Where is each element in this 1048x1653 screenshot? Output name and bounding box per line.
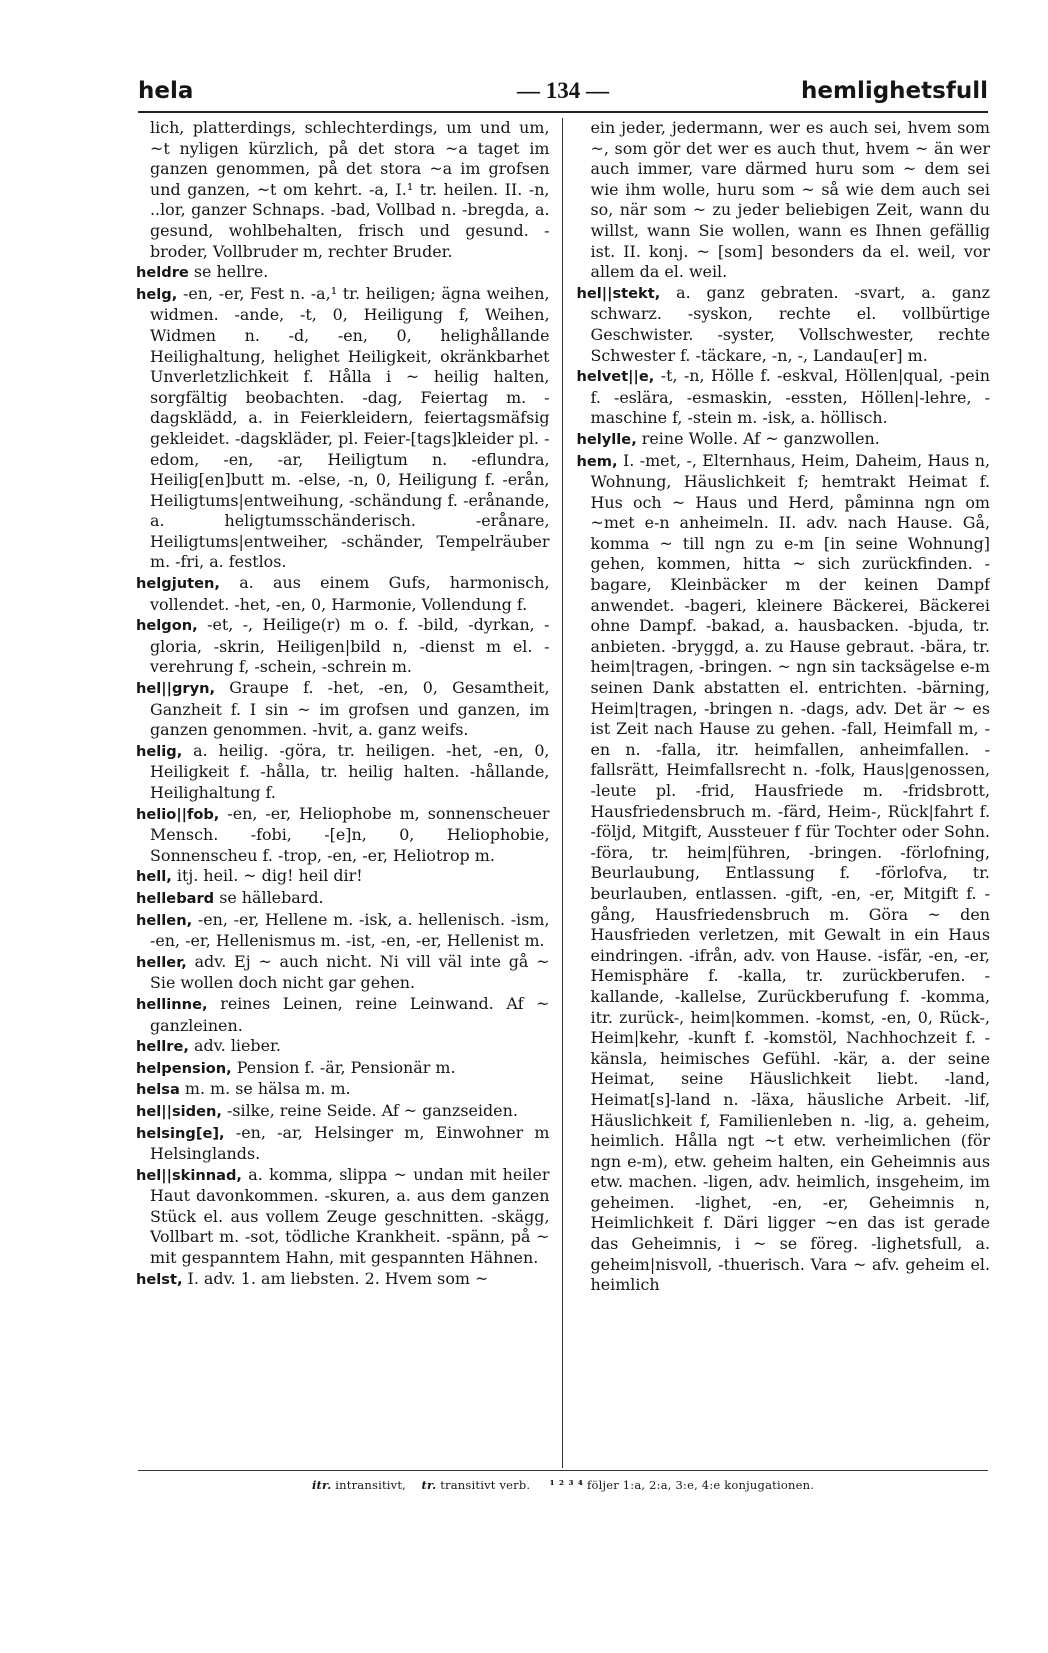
dictionary-entry	[136, 804, 550, 867]
header-first-word: hela	[138, 78, 194, 104]
entry-headword: hellebard	[136, 889, 215, 907]
left-column	[136, 118, 563, 1468]
page-number: — 134 —	[517, 78, 609, 103]
entry-headword: hell,	[136, 868, 172, 886]
footer-superscripts: ¹ ² ³ ⁴	[549, 1478, 584, 1492]
dictionary-entry	[136, 952, 550, 994]
header-rule	[138, 111, 988, 113]
footer-itr-text: intransitivt,	[335, 1478, 407, 1492]
dictionary-entry	[136, 866, 550, 888]
dictionary-entry	[136, 573, 550, 615]
dictionary-entry	[136, 284, 550, 573]
entry-text: reine Wolle. Af ~ ganzwollen.	[636, 428, 880, 448]
entry-text: I. -met, -, Elternhaus, Heim, Daheim, Haus n, Wohnung, Häuslichkeit f; hemtrakt Heimat f. Hus och ~ Haus und Herd, påminna ngn om ~met e-n anheimeln. II. adv. nach Hause. Gå, komma ~ till ngn zu e-m [in seine Wohnung] gehen, kommen, hitta ~ sich zurückfinden. -bagare, Kleinbäcker m der keinen Dampf anwendet. -bageri, kleinere Bäckerei, Bäckerei ohne Dampf. -bakad, a. hausbacken. -bjuda, tr. anbieten. -bryggd, a. zu Hause gebraut. -bära, tr. heim|tragen, -bringen. ~ ngn sin tacksägelse e-m seinen Dank abstatten el. entrichten. -bärning, Heim|tragen, -bringen n. -dags, adv. Det är ~ es ist Zeit nach Hause zu gehen. -fall, Heimfall m, -en n. -falla, itr. heimfallen, anheimfallen. -fallsrätt, Heimfallsrecht n. -folk, Haus|genossen, -leute pl. -frid, Hausfriede m. -fridsbrott, Hausfriedensbruch m. -färd, Heim-, Rück|fahrt f. -följd, Mitgift, Aussteuer f für Tochter oder Sohn. -föra, tr. heim|führen, -bringen. -förlofning, Beurlaubung, Entlassung f. -förlofva, tr. beurlauben, entlassen. -gift, -en, -er, Mitgift f. -gång, Hausfriedensbruch m. Göra ~ den Hausfrieden verletzen, mit Gewalt in ein Haus eindringen. -ifrån, adv. von Hause. -isfär, -en, -er, Hemisphäre f. -kalla, tr. zurückberufen. -kallande, -kallelse, Zurückberufung f. -komma, itr. zurück-, heim|kommen. -komst, -en, 0, Rück-, Heim|kehr, -kunft f. -komstöl, Nachhochzeit f. -känsla, heimisches Gefühl. -kär, a. der seine Heimat, seine Häuslichkeit liebt. -land, Heimat[s]-land n. -läxa, häusliche Arbeit. -lif, Häuslichkeit f, Familienleben n. -lig, a. geheim, heimlich. Hålla ngt ~t etw. verheimlichen (för ngn e-m), etw. geheim halten, ein Geheimnis aus etw. machen. -ligen, adv. heimlich, insgeheim, im geheimen. -lighet, -en, -er, Geheimnis n, Heimlichkeit f. Däri ligger ~en das ist gerade das Geheimnis, i ~ se föreg. -lighetsfull, a. geheim|nisvoll, -thuerisch. Vara ~ afv. geheim el. heimlich	[590, 450, 990, 1295]
entry-headword: heldre	[136, 264, 189, 282]
entry-headword: helst,	[136, 1270, 183, 1288]
entry-headword: helylle,	[576, 430, 637, 448]
footer-tr-text: transitivt verb.	[440, 1478, 531, 1492]
dictionary-entry	[136, 1036, 550, 1058]
entry-headword: hel||gryn,	[136, 680, 216, 698]
entry-text: a. aus einem Gufs, harmonisch, vollendet. -het, -en, 0, Harmonie, Vollendung f.	[150, 573, 550, 614]
entry-text: -en, -ar, Helsinger m, Einwohner m Helsinglands.	[150, 1122, 550, 1164]
dictionary-entry	[577, 118, 991, 283]
entry-headword: helsing[e],	[136, 1124, 225, 1142]
dictionary-entry	[136, 994, 550, 1036]
dictionary-entry	[136, 118, 550, 262]
footer-tr-abbrev: tr.	[421, 1478, 437, 1492]
dictionary-entry	[136, 888, 550, 910]
entry-headword: helg,	[136, 285, 178, 303]
entry-text: se hellre.	[188, 262, 269, 282]
entry-text: -silke, reine Seide. Af ~ ganzseiden.	[221, 1100, 518, 1120]
entry-headword: helig,	[136, 742, 183, 760]
entry-headword: hellinne,	[136, 995, 208, 1013]
entry-text: a. ganz gebraten. -svart, a. ganz schwarz. -syskon, rechte el. vollbürtige Geschwister. -syster, Vollschwester, rechte Schwester f. -täckare, -n, -, Landau[er] m.	[590, 282, 990, 365]
entry-text: se hällebard.	[214, 887, 324, 907]
entry-text: -en, -er, Heliophobe m, sonnenscheuer Mensch. -fobi, -[e]n, 0, Heliophobie, Sonnenscheu f. -trop, -en, -er, Heliotrop m.	[150, 803, 550, 865]
dictionary-entry	[136, 1269, 550, 1291]
entry-text: adv. lieber.	[188, 1036, 281, 1056]
entry-text: -et, -, Heilige(r) m o. f. -bild, -dyrkan, -gloria, -skrin, Heiligen|bild n, -dienst m el. -verehrung f, -schein, -schrein m.	[150, 615, 550, 677]
page-header	[138, 74, 988, 108]
entry-headword: helpension,	[136, 1059, 232, 1077]
entry-text: a. komma, slippa ~ undan mit heiler Haut davonkommen. -skuren, a. aus dem ganzen Stück el. aus vollem Zeuge geschnitten. -skägg, Vollbart m. -sot, tödliche Krankheit. -spänn, på ~ mit gespanntem Hahn, mit gespannten Hähnen.	[150, 1164, 550, 1268]
entry-text: -en, -er, Fest n. -a,¹ tr. heiligen; ägna weihen, widmen. -ande, -t, 0, Heiligung f, Weihen, Widmen n. -d, -en, 0, helighållande Heilighaltung, helighet Heiligkeit, okränkbarhet Unverletzlichkeit f. Hålla i ~ heilig halten, sorgfältig beobachten. -dag, Feiertag m. -dagsklädd, a. in Feierkleidern, feiertagsmäfsig gekleidet. -dagskläder, pl. Feier-[tags]kleider pl. -edom, -en, -ar, Heiligtum n. -eflundra, Heilig[en]butt m. -else, -n, 0, Heiligung f. -erån, Heiligtums|entweihung, -schändung f. -erånande, a. heligtumsschänderisch. -erånare, Heiligtums|entweiher, -schänder, Tempelräuber m. -fri, a. festlos.	[150, 283, 550, 572]
entry-text: I. adv. 1. am liebsten. 2. Hvem som ~	[182, 1268, 489, 1288]
entry-headword: helio||fob,	[136, 805, 220, 823]
dictionary-entry	[136, 910, 550, 952]
dictionary-entry	[136, 741, 550, 804]
entry-text: -en, -er, Hellene m. -isk, a. hellenisch. -ism, -en, -er, Hellenismus m. -ist, -en, -er, Hellenist m.	[150, 909, 550, 951]
footer-itr-abbrev: itr.	[311, 1478, 332, 1492]
entry-headword: hel||stekt,	[576, 284, 661, 302]
entry-text: Graupe f. -het, -en, 0, Gesamtheit, Ganzheit f. I sin ~ im grofsen und ganzen, im ganzen genommen. -hvit, a. ganz weifs.	[150, 678, 550, 740]
page-footer	[138, 1478, 988, 1492]
dictionary-entry	[136, 1101, 550, 1123]
entry-headword: helgon,	[136, 617, 198, 635]
text-columns	[136, 118, 990, 1468]
right-column	[563, 118, 991, 1468]
entry-text: itj. heil. ~ dig! heil dir!	[171, 866, 363, 886]
entry-text: Pension f. -är, Pensionär m.	[231, 1057, 456, 1077]
entry-headword: helsa	[136, 1081, 180, 1099]
entry-headword: hellen,	[136, 911, 193, 929]
entry-text: adv. Ej ~ auch nicht. Ni vill väl inte gå ~ Sie wollen doch nicht gar gehen.	[150, 951, 550, 993]
entry-headword: helvet||e,	[576, 368, 655, 386]
dictionary-entry	[577, 283, 991, 366]
entry-text: ein jeder, jedermann, wer es auch sei, hvem som ~, som gör det wer es auch thut, hvem ~ än wer auch immer, vare därmed huru som ~ dem sei wie ihm wolle, huru som ~ så wie dem auch sei so, när som ~ zu jeder beliebigen Zeit, wann du willst, wann Sie wollen, wann es Ihnen gefällig ist. II. konj. ~ [som] besonders da el. weil, vor allem da el. weil.	[590, 118, 990, 282]
dictionary-entry	[136, 1058, 550, 1080]
footer-rule	[138, 1470, 988, 1471]
entry-headword: hel||siden,	[136, 1102, 222, 1120]
dictionary-entry	[136, 615, 550, 678]
entry-text: m. m. se hälsa m. m.	[179, 1079, 351, 1099]
header-last-word: hemlighetsfull	[801, 78, 988, 104]
dictionary-entry	[136, 1079, 550, 1101]
dictionary-entry	[136, 1123, 550, 1165]
footer-conj-text: följer 1:a, 2:a, 3:e, 4:e konjugationen.	[587, 1478, 815, 1492]
entry-text: -t, -n, Hölle f. -eskval, Höllen|qual, -pein f. -eslära, -esmaskin, -essten, Höllen|-lehre, -maschine f, -stein m. -isk, a. höllisch.	[590, 366, 990, 428]
dictionary-entry	[136, 678, 550, 741]
entry-text: lich, platterdings, schlechterdings, um und um, ~t nyligen kürzlich, på det stora ~a taget im ganzen genommen, på det stora ~a im grofsen und ganzen, ~t om kehrt. -a, I.¹ tr. heilen. II. -n, ..lor, ganzer Schnaps. -bad, Vollbad n. -bregda, a. gesund, wohlbehalten, frisch und gesund. -broder, Vollbruder m, rechter Bruder.	[150, 118, 550, 261]
dictionary-entry	[136, 1165, 550, 1269]
dictionary-entry	[577, 429, 991, 451]
entry-text: a. heilig. -göra, tr. heiligen. -het, -en, 0, Heiligkeit f. -hålla, tr. heilig halten. -hållande, Heilighaltung f.	[150, 740, 550, 802]
entry-text: reines Leinen, reine Leinwand. Af ~ ganzleinen.	[150, 993, 550, 1035]
dictionary-entry	[577, 451, 991, 1296]
entry-headword: hem,	[576, 452, 618, 470]
dictionary-entry	[136, 262, 550, 284]
entry-headword: helgjuten,	[136, 575, 220, 593]
entry-headword: hel||skinnad,	[136, 1166, 242, 1184]
entry-headword: heller,	[136, 953, 187, 971]
dictionary-entry	[577, 366, 991, 429]
entry-headword: hellre,	[136, 1038, 189, 1056]
